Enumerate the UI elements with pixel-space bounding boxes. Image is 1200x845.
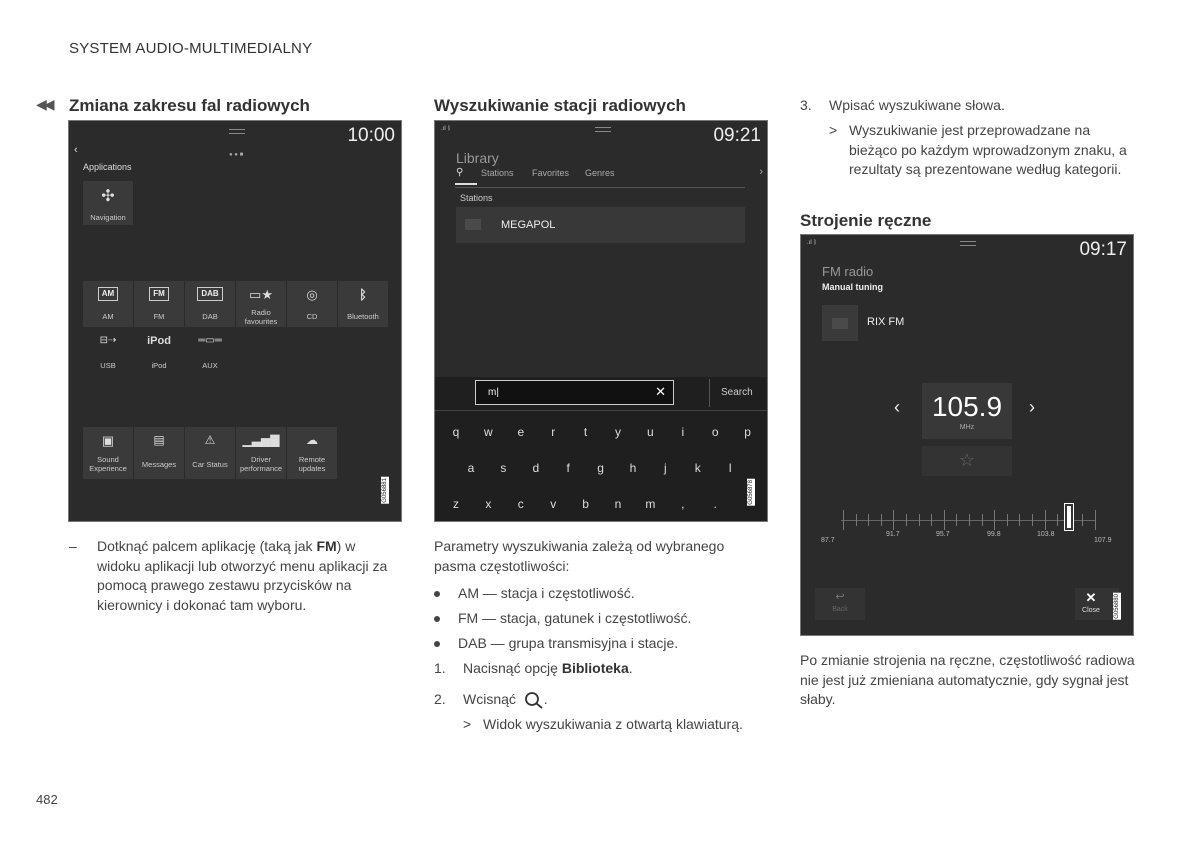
station-name: MEGAPOL <box>501 219 556 231</box>
step-3-result-marker: > <box>829 122 838 138</box>
scale-label: 91.7 <box>886 531 900 538</box>
scale-label: 87.7 <box>821 537 835 544</box>
key-j[interactable]: j <box>664 461 667 475</box>
key-f[interactable]: f <box>566 461 570 475</box>
app-sound-experience[interactable]: ▣ Sound Experience <box>83 427 133 479</box>
app-dab[interactable]: DAB DAB <box>185 281 235 327</box>
app-navigation[interactable]: ✣ Navigation <box>83 181 133 225</box>
scale-tick <box>956 514 957 526</box>
clock: 09:17 <box>1079 239 1127 260</box>
key-,[interactable]: , <box>681 497 685 511</box>
station-logo <box>822 305 858 341</box>
app-cd[interactable]: ◎ CD <box>287 281 337 327</box>
scale-tick <box>919 514 920 526</box>
close-button[interactable]: ✕ Close <box>1075 588 1119 620</box>
step-2-result-marker: > <box>463 716 472 732</box>
key-o[interactable]: o <box>711 425 719 439</box>
back-button[interactable]: ↩ Back <box>815 588 865 620</box>
bullet-dab: DAB — grupa transmisyjna i stacje. <box>434 634 678 654</box>
step-1-number: 1. <box>434 660 446 676</box>
frequency-unit: MHz <box>959 424 975 431</box>
key-x[interactable]: x <box>485 497 492 511</box>
library-title: Library <box>456 150 499 166</box>
return-arrow-icon: ↩ <box>835 591 845 603</box>
signal-bluetooth-status-icon: .ıl ᛒ <box>441 126 451 132</box>
key-m[interactable]: m <box>645 497 656 511</box>
bar-graph-icon: ▁▃▅▇ <box>242 433 280 447</box>
app-driver-performance[interactable]: ▁▃▅▇ Driver performance <box>236 427 286 479</box>
tab-favorites[interactable]: Favorites <box>532 168 570 178</box>
warning-icon: ⚠ <box>204 433 216 447</box>
step-2-result: Widok wyszukiwania z otwartą klawiaturą. <box>483 716 743 732</box>
key-z[interactable]: z <box>453 497 459 511</box>
step-3: Wpisać wyszukiwane słowa. <box>829 97 1005 113</box>
scale-label: 107.9 <box>1094 537 1112 544</box>
col2-intro: Parametry wyszukiwania zależą od wybranego pasma częstotliwości: <box>434 538 725 574</box>
app-radio-favourites[interactable]: ▭★ Radio favourites <box>236 281 286 327</box>
scale-label: 103.8 <box>1037 531 1055 538</box>
page-number: 482 <box>36 792 58 807</box>
step-1: Nacisnąć opcję Biblioteka. <box>463 660 633 676</box>
key-g[interactable]: g <box>597 461 604 475</box>
search-icon <box>524 691 544 709</box>
radio-fm-icon: FM <box>149 287 169 301</box>
app-messages[interactable]: ▤ Messages <box>134 427 184 479</box>
app-usb[interactable]: ⊟⇢ USB <box>83 329 133 375</box>
frequency-value: 105.9 <box>931 391 1003 422</box>
manual-tuning-label: Manual tuning <box>822 282 883 292</box>
page-dots: ● ● ■ <box>229 152 244 158</box>
scale-tick <box>982 514 983 526</box>
back-double-chevron-icon[interactable]: ◀◀ <box>36 96 52 112</box>
tab-genres[interactable]: Genres <box>585 168 615 178</box>
tab-divider <box>455 187 745 188</box>
keyboard-divider <box>435 410 768 411</box>
aux-icon: ═▭═ <box>198 335 222 346</box>
key-.[interactable]: . <box>713 497 717 511</box>
radio-am-icon: AM <box>98 287 118 301</box>
key-c[interactable]: c <box>517 497 524 511</box>
chevron-right-icon[interactable]: › <box>759 166 763 178</box>
back-chevron-icon[interactable]: ‹ <box>74 144 78 156</box>
cd-icon: ◎ <box>306 287 318 302</box>
key-l[interactable]: l <box>728 461 732 475</box>
step-2: Wcisnąć . <box>463 690 548 710</box>
figure-code: G056881 <box>382 478 388 503</box>
heading-station-search: Wyszukiwanie stacji radiowych <box>434 96 686 115</box>
key-i[interactable]: i <box>681 425 685 439</box>
screen-library-search <box>434 120 768 522</box>
dash-marker: – <box>69 538 77 554</box>
scale-tick <box>893 510 894 530</box>
scale-tick <box>944 510 945 530</box>
search-input[interactable]: m| ✕ <box>475 380 674 405</box>
bullet-fm: FM — stacja, gatunek i częstotliwość. <box>434 609 691 629</box>
station-row[interactable] <box>456 207 745 243</box>
app-bluetooth[interactable]: ᛒ Bluetooth <box>338 281 388 327</box>
key-b[interactable]: b <box>582 497 589 511</box>
key-a[interactable]: a <box>467 461 475 475</box>
pull-down-handle[interactable] <box>595 127 611 132</box>
scale-tick <box>1057 514 1058 526</box>
fm-radio-title: FM radio <box>822 264 874 279</box>
radio-dab-icon: DAB <box>197 287 222 301</box>
key-p[interactable]: p <box>744 425 751 439</box>
key-q[interactable]: q <box>452 425 460 439</box>
key-n[interactable]: n <box>614 497 622 511</box>
scale-tick <box>856 514 857 526</box>
tune-down-chevron-icon[interactable]: ‹ <box>894 397 900 417</box>
close-icon: ✕ <box>1085 590 1097 605</box>
tab-stations[interactable]: Stations <box>481 168 514 178</box>
key-y[interactable]: y <box>615 425 621 439</box>
scale-tick <box>1019 514 1020 526</box>
stations-section-label: Stations <box>460 193 493 203</box>
key-k[interactable]: k <box>694 461 701 475</box>
tune-up-chevron-icon[interactable]: › <box>1029 397 1035 417</box>
speaker-icon: ▣ <box>101 433 115 448</box>
step-2-number: 2. <box>434 691 446 707</box>
radio-star-icon: ▭★ <box>249 287 273 302</box>
compass-icon: ✣ <box>101 188 115 205</box>
clock: 09:21 <box>713 125 761 146</box>
figure-code: G056880 <box>1114 594 1120 619</box>
col1-body: Dotknąć palcem aplikację (taką jak FM) w widoku aplikacji lub otworzyć menu aplikacji za pomocą prawego zestawu przycisków na kierownicy i dokonać tam wyboru. <box>97 538 388 613</box>
scale-tick <box>1007 514 1008 526</box>
key-w[interactable]: w <box>484 425 493 439</box>
scale-tick <box>868 514 869 526</box>
app-car-status[interactable]: ⚠ Car Status <box>185 427 235 479</box>
app-am[interactable]: AM AM <box>83 281 133 327</box>
figure-code: G056878 <box>748 480 754 505</box>
active-tab-indicator <box>455 183 477 185</box>
search-button[interactable]: Search <box>721 387 753 398</box>
search-divider <box>709 379 710 407</box>
scale-tick <box>1045 510 1046 530</box>
clear-input-icon[interactable]: ✕ <box>655 384 666 399</box>
favourite-button[interactable] <box>922 446 1012 476</box>
step-3-result: Wyszukiwanie jest przeprowadzane na bieżąco po każdym wprowadzonym znaku, a rezultaty są prezentowane według kategorii. <box>849 122 1127 177</box>
screen-manual-tuning <box>800 234 1134 636</box>
star-icon: ☆ <box>958 450 976 470</box>
heading-band-change: Zmiana zakresu fal radiowych <box>69 96 310 115</box>
key-t[interactable]: t <box>583 425 588 439</box>
app-remote-updates[interactable]: ☁ Remote updates <box>287 427 337 479</box>
station-logo-icon <box>832 318 848 329</box>
station-name: RIX FM <box>867 316 905 328</box>
tuning-slider-handle[interactable] <box>1065 504 1073 530</box>
clock: 10:00 <box>347 125 395 146</box>
app-aux[interactable]: ═▭═ AUX <box>185 329 235 375</box>
key-d[interactable]: d <box>532 461 540 475</box>
scale-tick <box>906 514 907 526</box>
app-ipod[interactable]: iPod iPod <box>134 329 184 375</box>
bullet-am: AM — stacja i częstotliwość. <box>434 584 635 604</box>
scale-tick <box>1095 510 1096 530</box>
key-v[interactable]: v <box>550 497 557 511</box>
key-u[interactable]: u <box>647 425 654 439</box>
key-s[interactable]: s <box>500 461 507 475</box>
search-icon[interactable]: ⚲ <box>456 167 464 178</box>
scale-label: 95.7 <box>936 531 950 538</box>
scale-tick <box>843 510 844 530</box>
pull-down-handle[interactable] <box>229 129 245 134</box>
scale-tick <box>931 514 932 526</box>
col3-body: Po zmianie strojenia na ręczne, częstotliwość radiowa nie jest już zmieniana automatycznie, gdy sygnał jest słaby. <box>800 652 1135 707</box>
key-e[interactable]: e <box>517 425 525 439</box>
messages-icon: ▤ <box>153 433 165 447</box>
scale-tick <box>881 514 882 526</box>
cloud-download-icon: ☁ <box>306 433 318 447</box>
station-logo-icon <box>465 219 481 230</box>
scale-label: 99.8 <box>987 531 1001 538</box>
screen-applications <box>68 120 402 522</box>
usb-icon: ⊟⇢ <box>99 335 117 346</box>
key-r[interactable]: r <box>551 425 556 439</box>
section-title: SYSTEM AUDIO-MULTIMEDIALNY <box>69 40 313 57</box>
pull-down-handle[interactable] <box>960 241 976 246</box>
key-h[interactable]: h <box>629 461 637 475</box>
scale-tick <box>969 514 970 526</box>
applications-label: Applications <box>83 162 132 172</box>
step-3-number: 3. <box>800 97 812 113</box>
heading-manual-tuning: Strojenie ręczne <box>800 211 932 230</box>
scale-tick <box>1082 514 1083 526</box>
signal-bluetooth-status-icon: .ıl ᛒ <box>807 240 817 246</box>
bluetooth-icon: ᛒ <box>359 287 367 302</box>
app-fm[interactable]: FM FM <box>134 281 184 327</box>
scale-tick <box>1032 514 1033 526</box>
scale-tick <box>994 510 995 530</box>
ipod-icon: iPod <box>147 335 171 347</box>
